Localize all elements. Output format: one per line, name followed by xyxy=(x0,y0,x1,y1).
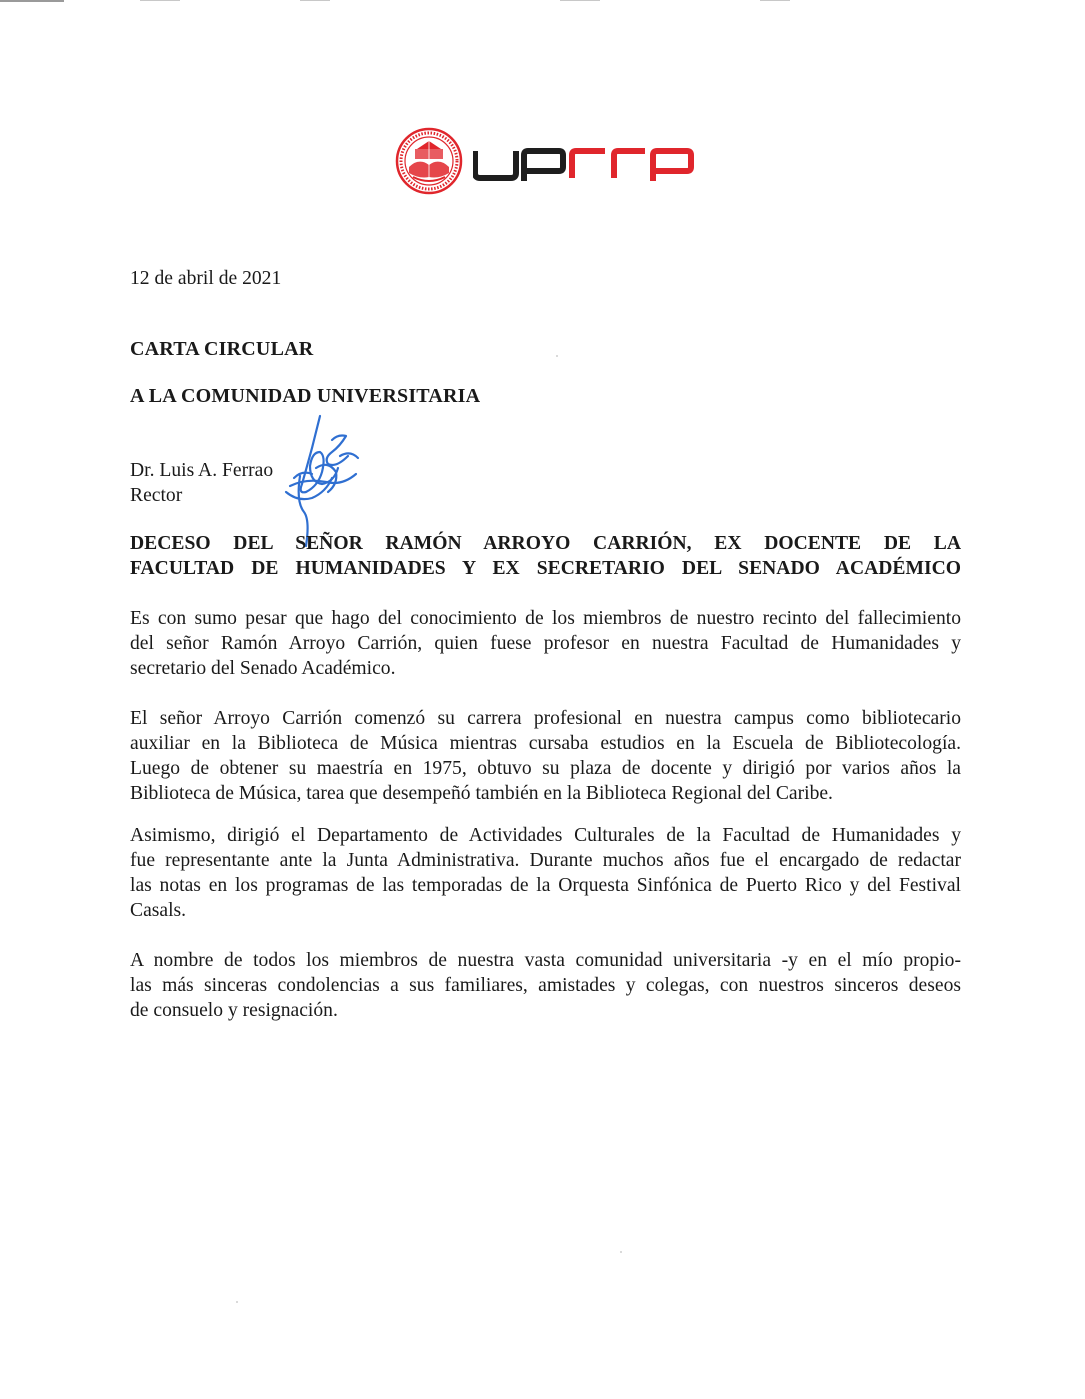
uprrp-logo xyxy=(395,127,695,197)
scan-speck xyxy=(236,1301,238,1303)
scan-edge-mark xyxy=(760,0,790,1)
sender-name: Dr. Luis A. Ferrao xyxy=(130,460,274,481)
scan-edge-mark xyxy=(140,0,180,1)
body-paragraph xyxy=(130,706,961,806)
paragraph-line: auxiliar en la Biblioteca de Música mientras cursaba estudios en la Escuela de Bibliotecología. xyxy=(130,733,961,754)
body-paragraph xyxy=(130,948,961,1023)
paragraph-line: Asimismo, dirigió el Departamento de Actividades Culturales de la Facultad de Humanidades y xyxy=(130,825,961,846)
letter-subject xyxy=(130,531,961,581)
paragraph-line: Es con sumo pesar que hago del conocimiento de los miembros de nuestro recinto del fallecimiento xyxy=(130,608,961,629)
paragraph-line: las más sinceras condolencias a sus familiares, amistades y colegas, con nuestros sinceros deseos xyxy=(130,975,961,996)
subject-line: DECESO DEL SEÑOR RAMÓN ARROYO CARRIÓN, EX DOCENTE DE LA xyxy=(130,533,961,554)
paragraph-line: del señor Ramón Arroyo Carrión, quien fuese profesor en nuestra Facultad de Humanidades y xyxy=(130,633,961,654)
paragraph-line: El señor Arroyo Carrión comenzó su carrera profesional en nuestra campus como bibliotecario xyxy=(130,708,961,729)
scan-speck xyxy=(556,355,558,357)
paragraph-line: A nombre de todos los miembros de nuestra vasta comunidad universitaria -y en el mío propio- xyxy=(130,950,961,971)
paragraph-line: las notas en los programas de las temporadas de la Orquesta Sinfónica de Puerto Rico y del Festival xyxy=(130,875,961,896)
letter-type-heading: CARTA CIRCULAR xyxy=(130,338,314,360)
uprrp-wordmark xyxy=(473,147,695,181)
paragraph-line: secretario del Senado Académico. xyxy=(130,658,396,679)
scan-speck xyxy=(620,1251,622,1253)
paragraph-line: Biblioteca de Música, tarea que desempeñó también en la Biblioteca Regional del Caribe. xyxy=(130,783,833,804)
subject-line: FACULTAD DE HUMANIDADES Y EX SECRETARIO DEL SENADO ACADÉMICO xyxy=(130,558,961,579)
paragraph-line: fue representante ante la Junta Administrativa. Durante muchos años fue el encargado de redactar xyxy=(130,850,961,871)
scan-edge-mark xyxy=(560,0,600,1)
paragraph-line: Luego de obtener su maestría en 1975, obtuvo su plaza de docente y dirigió por varios años la xyxy=(130,758,961,779)
sender-title: Rector xyxy=(130,485,183,506)
scan-edge-mark xyxy=(300,0,330,1)
body-paragraph xyxy=(130,606,961,681)
letter-date: 12 de abril de 2021 xyxy=(130,268,282,289)
university-seal-icon xyxy=(395,127,463,195)
handwritten-signature xyxy=(276,412,366,547)
recipient-heading: A LA COMUNIDAD UNIVERSITARIA xyxy=(130,385,481,407)
paragraph-line: Casals. xyxy=(130,900,187,921)
scan-edge-mark xyxy=(0,0,64,2)
body-paragraph xyxy=(130,823,961,923)
paragraph-line: de consuelo y resignación. xyxy=(130,1000,338,1021)
